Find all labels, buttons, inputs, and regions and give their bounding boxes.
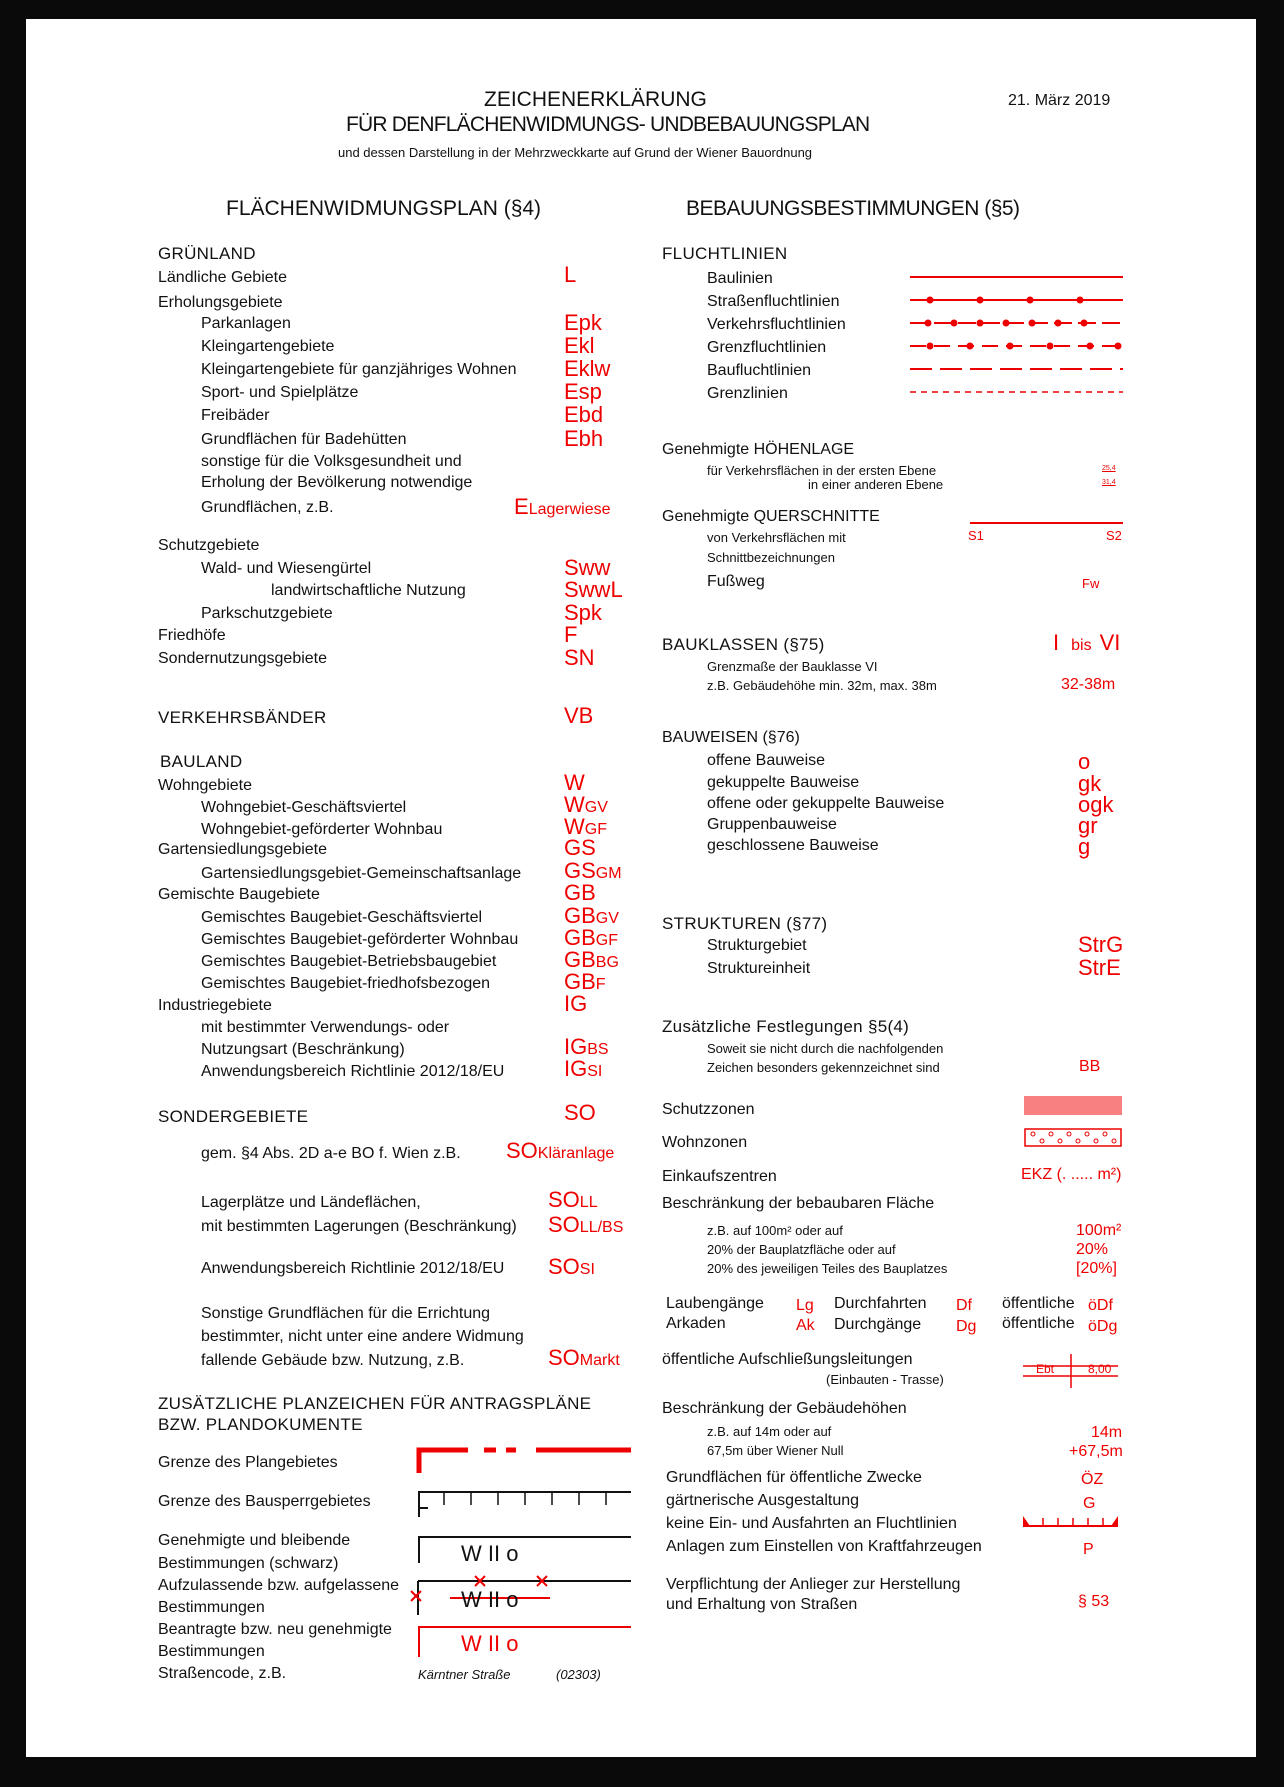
hoehe-value2: 31,4 [1102,479,1116,486]
code-gbf: GBF [564,969,606,994]
label-verpf2: und Erhaltung von Straßen [666,1596,858,1613]
code-df: Df [956,1297,972,1314]
code-gbgf: GBGF [564,925,619,950]
label-kleingarten-ganz: Kleingartengebiete für ganzjähriges Wohnen [201,361,517,378]
left-heading: FLÄCHENWIDMUNGSPLAN (§4) [226,197,542,220]
section-gruenland: GRÜNLAND [158,244,256,263]
date: 21. März 2019 [1008,92,1111,109]
label-sonstige2: Erholung der Bevölkerung notwendige [201,474,473,491]
label-beschr1: z.B. auf 100m² oder auf [707,1223,843,1238]
code-ebh: Ebh [564,426,604,451]
section-bauklassen: BAUKLASSEN (§75) [662,635,825,654]
section-verkehr: VERKEHRSBÄNDER [158,708,327,727]
label-auf2: Bestimmungen [158,1599,265,1616]
beantragt-symbol [416,1623,636,1657]
label-gsgm: Gartensiedlungsgebiet-Gemeinschaftsanlage [201,865,522,882]
code-sn: SN [564,645,595,670]
code-lg: Lg [796,1297,814,1314]
label-bea2: Bestimmungen [158,1643,265,1660]
label-zus1: Soweit sie nicht durch die nachfolgenden [707,1041,944,1056]
bk-value: 32-38m [1061,676,1116,693]
section-flucht: FLUCHTLINIEN [662,244,788,263]
label-durchfahrten: Durchfahrten [834,1295,927,1312]
right-heading: BEBAUUNGSBESTIMMUNGEN (§5) [686,197,1020,220]
code-w: W [564,770,585,795]
code-gk: gk [1078,771,1102,796]
label-gbgv: Gemischtes Baugebiet-Geschäftsviertel [201,909,483,926]
label-grenze-bausperr: Grenze des Bausperrgebietes [158,1493,371,1510]
code-ekl: Ekl [564,333,595,358]
label-bk2: z.B. Gebäudehöhe min. 32m, max. 38m [707,678,937,693]
section-bauland: BAULAND [160,752,243,771]
code-odf: öDf [1088,1297,1113,1314]
label-arkaden: Arkaden [666,1315,726,1332]
label-oeff2: öffentliche [1002,1315,1075,1332]
beschr-value2: 20% [1076,1241,1109,1258]
label-beschr: Beschränkung der bebaubaren Fläche [662,1195,935,1212]
fluchtlinien-symbols [908,269,1128,409]
code-soll: SOLL [548,1187,598,1212]
label-gh2: 67,5m über Wiener Null [707,1443,844,1458]
label-laubeng: Laubengänge [666,1295,764,1312]
code-gbgv: GBGV [564,903,619,928]
label-einbauten: (Einbauten - Trasse) [826,1372,944,1387]
plangebiet-boundary-symbol [416,1439,636,1479]
ebt-label: Ebt [1036,1362,1055,1376]
keine-ausfahrten-symbol [1021,1512,1121,1532]
code-som: SOMarkt [548,1345,620,1370]
code-ebd: Ebd [564,402,604,427]
label-geschlossen: geschlossene Bauweise [707,837,879,854]
code-ak: Ak [796,1317,815,1334]
code-f: F [564,622,578,647]
code-vb: VB [564,703,594,728]
label-industrie: Industriegebiete [158,997,272,1014]
label-hoehe1: für Verkehrsflächen in der ersten Ebene [707,463,937,478]
label-sonstige3: Grundflächen, z.B. [201,499,334,516]
label-grenzlinien: Grenzlinien [707,385,788,402]
code-so: SO [564,1100,596,1125]
label-parkanlagen: Parkanlagen [201,315,291,332]
code-swwl: SwwL [564,577,623,602]
label-gekuppelt: gekuppelte Bauweise [707,774,860,791]
wohnzone-swatch [1024,1128,1124,1148]
gh-value1: 14m [1091,1424,1123,1441]
label-anlagen: Anlagen zum Einstellen von Kraftfahrzeugen [666,1538,982,1555]
label-badehuetten: Grundflächen für Badehütten [201,431,407,448]
label-s2: S2 [1106,528,1122,543]
section-sonder: SONDERGEBIETE [158,1107,309,1126]
label-schutzzonen: Schutzzonen [662,1101,755,1118]
label-quer: Genehmigte QUERSCHNITTE [662,508,880,525]
label-beschr2: 20% der Bauplatzfläche oder auf [707,1242,896,1257]
code-L: L [564,262,577,287]
label-baulinien: Baulinien [707,270,773,287]
code-gb: GB [564,880,596,905]
code-ekz: EKZ (. ..... m²) [1021,1166,1122,1183]
strasse-name: Kärntner Straße [418,1667,511,1682]
code-gs: GS [564,835,596,860]
label-gbf: Gemischtes Baugebiet-friedhofsbezogen [201,975,491,992]
label-gh1: z.B. auf 14m oder auf [707,1424,832,1439]
label-soll2: mit bestimmten Lagerungen (Beschränkung) [201,1218,517,1235]
label-laendliche: Ländliche Gebiete [158,269,287,286]
code-dg: Dg [956,1318,977,1335]
code-e-lagerwiese: ELagerwiese [514,494,611,519]
label-sosi: Anwendungsbereich Richtlinie 2012/18/EU [201,1260,505,1277]
label-wgf: Wohngebiet-geförderter Wohnbau [201,821,443,838]
code-wgv: WGV [564,792,608,817]
label-fussweg: Fußweg [707,573,765,590]
code-wgf: WGF [564,814,607,839]
code-stre: StrE [1078,955,1121,980]
label-durchgaenge: Durchgänge [834,1316,922,1333]
label-stre: Struktureinheit [707,960,811,977]
label-wgv: Wohngebiet-Geschäftsviertel [201,799,407,816]
section-bauweisen: BAUWEISEN (§76) [662,729,800,746]
label-strassen: Straßenfluchtlinien [707,293,840,310]
code-p53: § 53 [1078,1593,1110,1610]
schutzzone-swatch [1024,1096,1122,1115]
label-baufl: Baufluchtlinien [707,362,812,379]
label-s1: S1 [968,528,984,543]
label-wohngebiete: Wohngebiete [158,777,252,794]
label-wohnzonen: Wohnzonen [662,1134,748,1151]
zus-head1: ZUSÄTZLICHE PLANZEICHEN FÜR ANTRAGSPLÄNE [158,1394,592,1413]
label-oeff1: öffentliche [1002,1295,1075,1312]
code-gsgm: GSGM [564,858,622,883]
label-sonstige1: sonstige für die Volksgesundheit und [201,453,462,470]
label-som1: Sonstige Grundflächen für die Errichtung [201,1305,491,1322]
label-gruppen: Gruppenbauweise [707,816,837,833]
code-bauklasse-range: I bis VI [1053,630,1121,655]
label-igsi: Anwendungsbereich Richtlinie 2012/18/EU [201,1063,505,1080]
label-igbs2: Nutzungsart (Beschränkung) [201,1041,405,1058]
subtitle: und dessen Darstellung in der Mehrzweckkarte auf Grund der Wiener Bauordnung [338,145,813,160]
code-sosi: SOSI [548,1254,595,1279]
label-schutz: Schutzgebiete [158,537,260,554]
zus-head2: BZW. PLANDOKUMENTE [158,1415,363,1434]
label-parkschutz: Parkschutzgebiete [201,605,333,622]
label-erholung: Erholungsgebiete [158,294,283,311]
section-zus: Zusätzliche Festlegungen §5(4) [662,1017,910,1036]
label-grenzflucht: Grenzfluchtlinien [707,339,827,356]
code-igbs: IGBS [564,1034,609,1059]
code-g: g [1078,834,1091,859]
code-bb: BB [1079,1058,1101,1075]
label-hoehe2: in einer anderen Ebene [808,477,944,492]
strasse-code: (02303) [556,1667,601,1682]
code-oez: ÖZ [1081,1471,1104,1488]
label-grenze-plan: Grenze des Plangebietes [158,1454,338,1471]
label-gemischt: Gemischte Baugebiete [158,886,320,903]
label-hoehe: Genehmigte HÖHENLAGE [662,441,855,458]
label-gen1: Genehmigte und bleibende [158,1532,351,1549]
code-esp: Esp [564,379,602,404]
label-verkehrs: Verkehrsfluchtlinien [707,316,846,333]
label-quer2: Schnittbezeichnungen [707,550,835,565]
label-sport: Sport- und Spielplätze [201,384,359,401]
hoehe-value1: 25,4 [1102,465,1116,472]
code-sww: Sww [564,555,611,580]
ebt-value: 8,00 [1088,1362,1112,1376]
label-igbs1: mit bestimmter Verwendungs- oder [201,1019,450,1036]
label-gbgf: Gemischtes Baugebiet-geförderter Wohnbau [201,931,519,948]
label-som3: fallende Gebäude bzw. Nutzung, z.B. [201,1352,465,1369]
code-g-garden: G [1083,1495,1096,1512]
legend-sheet [26,19,1256,1757]
code-eklw: Eklw [564,356,611,381]
label-gbbg: Gemischtes Baugebiet-Betriebsbaugebiet [201,953,497,970]
label-bk1: Grenzmaße der Bauklasse VI [707,659,878,674]
label-quer1: von Verkehrsflächen mit [707,530,846,545]
label-som2: bestimmter, nicht unter eine andere Widmung [201,1328,524,1345]
label-soll1: Lagerplätze und Ländeflächen, [201,1194,421,1211]
label-offen: offene Bauweise [707,752,826,769]
code-odg: öDg [1088,1318,1118,1335]
code-ig: IG [564,991,588,1016]
code-strg: StrG [1078,932,1124,957]
label-gartensiedlung: Gartensiedlungsgebiete [158,841,328,858]
code-gbbg: GBBG [564,947,619,972]
code-epk: Epk [564,310,602,335]
label-gen2: Bestimmungen (schwarz) [158,1555,339,1572]
label-landw: landwirtschaftliche Nutzung [271,582,466,599]
code-o: o [1078,749,1091,774]
genehmigt-symbol [416,1533,636,1566]
code-so-klaeranlage: SOKläranlage [506,1138,615,1163]
code-spk: Spk [564,600,602,625]
label-offen-gek: offene oder gekuppelte Bauweise [707,795,945,812]
code-p: P [1083,1541,1094,1558]
label-so-bo: gem. §4 Abs. 2D a-e BO f. Wien z.B. [201,1145,461,1162]
label-bea1: Beantragte bzw. neu genehmigte [158,1621,392,1638]
genehmigt-wiio: W II o [461,1541,519,1566]
label-friedhoefe: Friedhöfe [158,627,226,644]
label-strassencode: Straßencode, z.B. [158,1665,287,1682]
label-aufschl: öffentliche Aufschließungsleitungen [662,1351,913,1368]
label-strg: Strukturgebiet [707,937,807,954]
label-gebhoehe: Beschränkung der Gebäudehöhen [662,1400,907,1417]
label-freibaeder: Freibäder [201,407,270,424]
label-fw: Fw [1082,576,1100,591]
beantragt-wiio: W II o [461,1631,519,1656]
label-kleingarten: Kleingartengebiete [201,338,335,355]
label-auf1: Aufzulassende bzw. aufgelassene [158,1577,400,1594]
label-wald: Wald- und Wiesengürtel [201,560,372,577]
label-beschr3: 20% des jeweiligen Teiles des Bauplatzes [707,1261,948,1276]
code-sollbs: SOLL/BS [548,1212,624,1237]
aufzulassend-symbol [406,1577,636,1617]
code-ogk: ogk [1078,792,1114,817]
label-verpf1: Verpflichtung der Anlieger zur Herstellung [666,1576,961,1593]
beschr-value1: 100m² [1076,1222,1122,1239]
beschr-value3: [20%] [1076,1260,1117,1277]
code-gr: gr [1078,813,1098,838]
label-keine: keine Ein- und Ausfahrten an Fluchtlinien [666,1515,957,1532]
label-zus2: Zeichen besonders gekennzeichnet sind [707,1060,940,1075]
label-gaert: gärtnerische Ausgestaltung [666,1492,860,1509]
label-sondernutzung: Sondernutzungsgebiete [158,650,328,667]
title-line1: ZEICHENERKLÄRUNG [484,88,707,111]
title-line2: FÜR DENFLÄCHENWIDMUNGS- UNDBEBAUUNGSPLAN [346,113,870,136]
label-einkauf: Einkaufszentren [662,1168,777,1185]
section-strukturen: STRUKTUREN (§77) [662,914,828,933]
gh-value2: +67,5m [1069,1443,1123,1460]
code-igsi: IGSI [564,1056,603,1081]
bausperr-boundary-symbol [416,1487,636,1527]
querschnitt-line [968,519,1128,529]
label-oez: Grundflächen für öffentliche Zwecke [666,1469,922,1486]
aufzulassend-wiio: W II o [461,1587,519,1612]
